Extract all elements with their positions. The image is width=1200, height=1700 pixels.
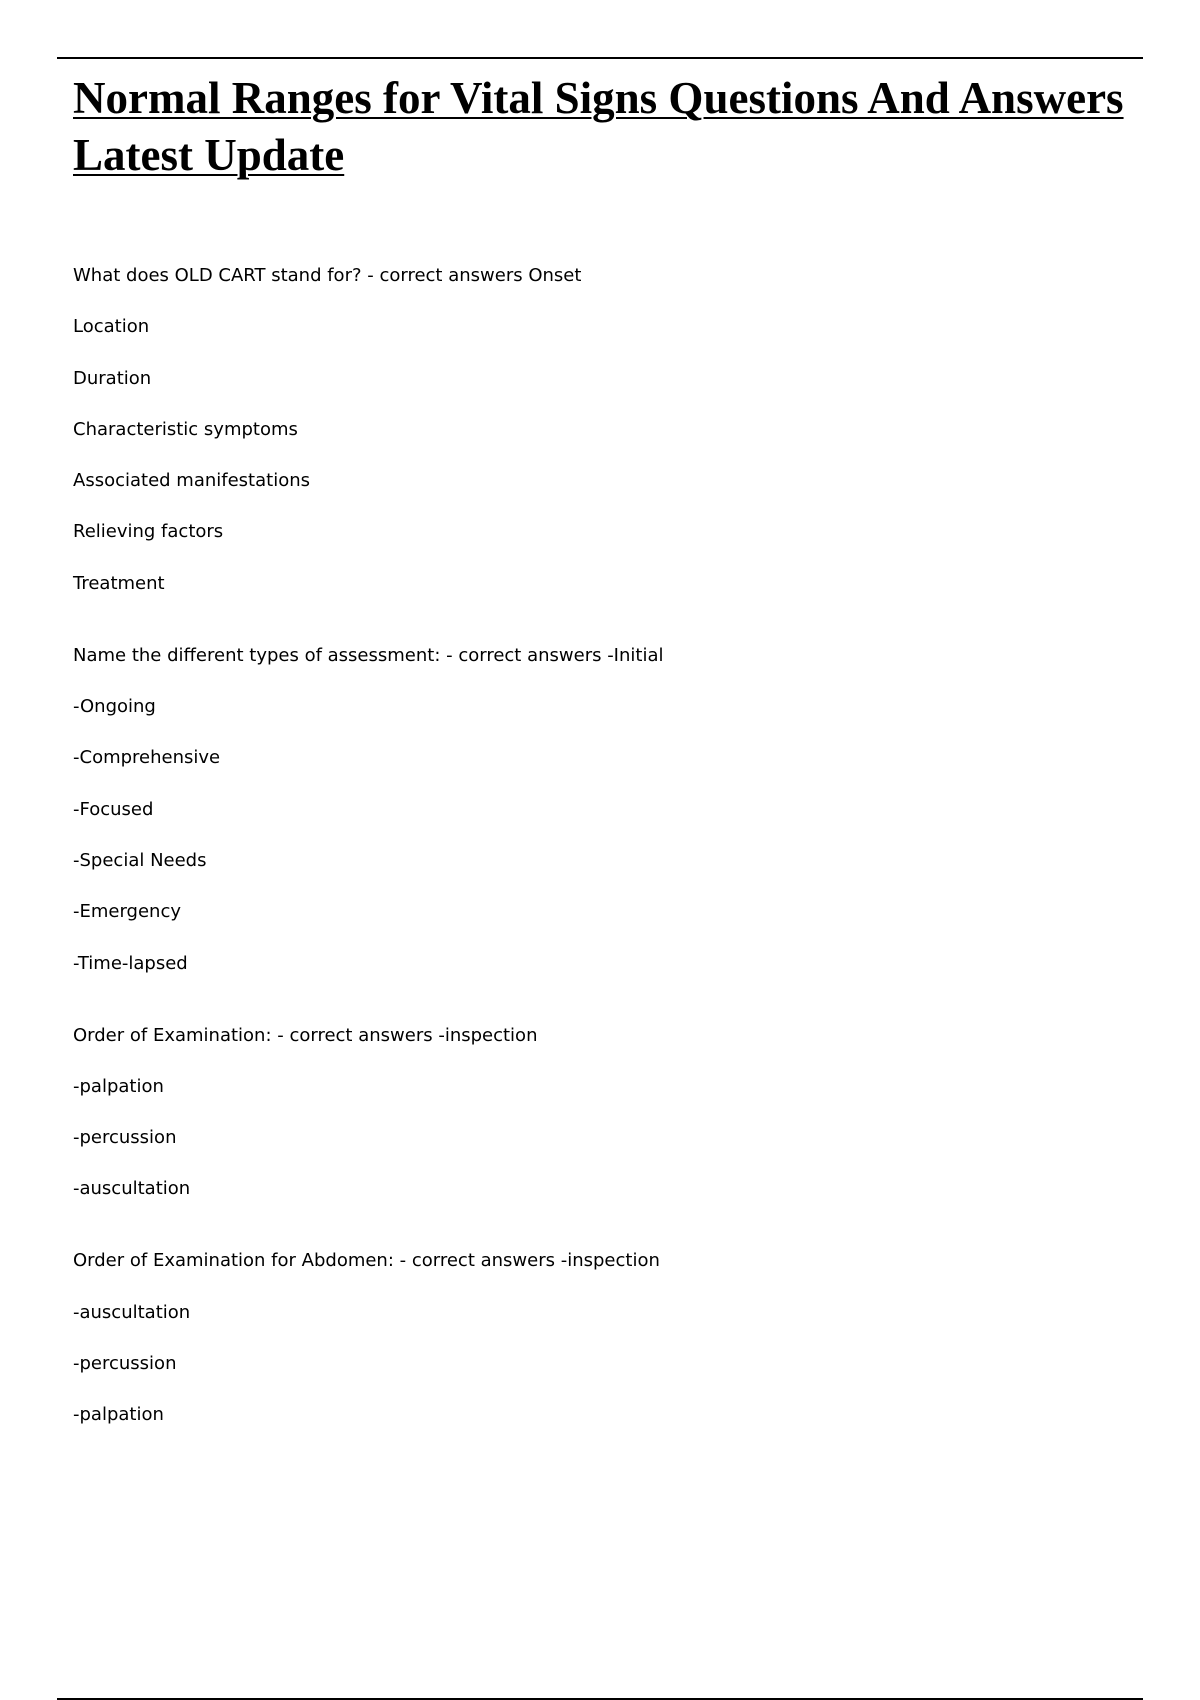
answer-line: -percussion: [73, 1127, 177, 1149]
answer-line: Duration: [73, 367, 152, 389]
answer-line: Associated manifestations: [73, 470, 310, 492]
answer-line: -Focused: [73, 798, 154, 820]
qa-block: [73, 1026, 1133, 1200]
answer-line: -Time-lapsed: [73, 952, 188, 974]
question-text: Order of Examination for Abdomen: - correct answers -inspection: [73, 1250, 660, 1272]
answer-line: -palpation: [73, 1404, 164, 1426]
top-rule: [57, 57, 1143, 59]
answer-line: Relieving factors: [73, 521, 224, 543]
answer-line: -auscultation: [73, 1301, 191, 1323]
question-text: What does OLD CART stand for? - correct answers Onset: [73, 265, 582, 286]
question-text: Name the different types of assessment: - correct answers -Initial: [73, 644, 664, 666]
answer-line: -Comprehensive: [73, 747, 221, 769]
qa-block: [73, 266, 1133, 594]
qa-block: [73, 1251, 1133, 1425]
document-title: Normal Ranges for Vital Signs Questions And Answers Latest Update: [73, 73, 1124, 180]
answer-line: -auscultation: [73, 1178, 191, 1200]
answer-line: -Special Needs: [73, 849, 207, 871]
question-text: Order of Examination: - correct answers -inspection: [73, 1024, 538, 1046]
answer-line: -Emergency: [73, 901, 182, 923]
answer-line: -Ongoing: [73, 696, 156, 718]
answer-line: -palpation: [73, 1075, 164, 1097]
answer-line: Treatment: [73, 572, 165, 594]
qa-block: [73, 646, 1133, 974]
qa-list: [73, 266, 1133, 1477]
answer-line: -percussion: [73, 1353, 177, 1375]
answer-line: Location: [73, 316, 150, 338]
answer-line: Characteristic symptoms: [73, 418, 298, 440]
